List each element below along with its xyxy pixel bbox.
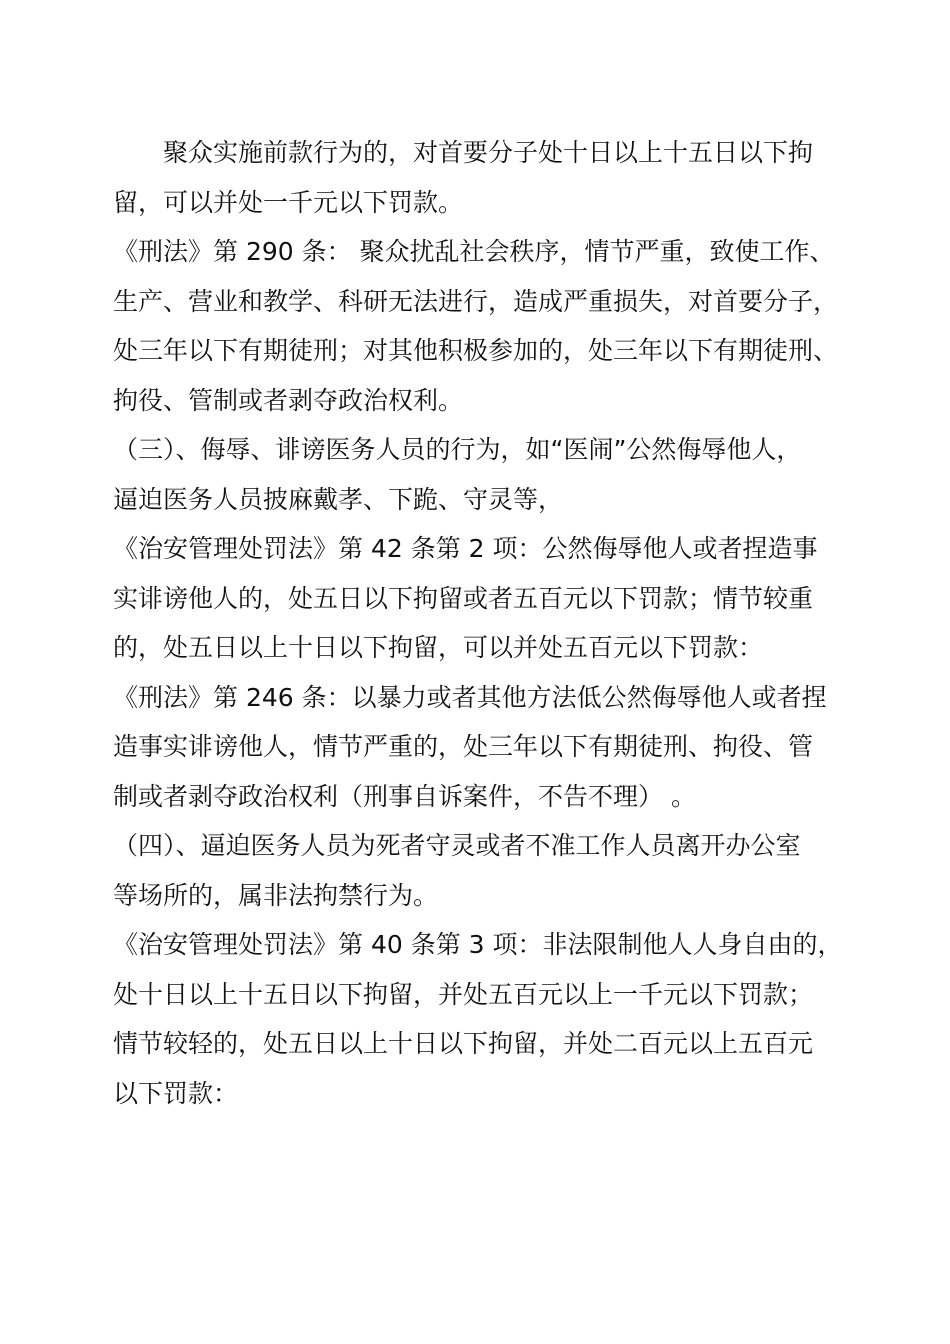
- text-line: 《治安管理处罚法》第 42 条第 2 项：公然侮辱他人或者捏造事: [113, 534, 818, 563]
- text-line: 生产、营业和教学、科研无法进行，造成严重损失，对首要分子，: [113, 286, 839, 316]
- text-line: 造事实诽谤他人，情节严重的，处三年以下有期徒刑、拘役、管: [113, 732, 814, 761]
- document-body: [113, 128, 843, 1118]
- text-line: 留，可以并处一千元以下罚款。: [113, 187, 464, 217]
- text-line: 《刑法》第 290 条： 聚众扰乱社会秩序，情节严重，致使工作、: [113, 237, 835, 266]
- text-line: 的，处五日以上十日以下拘留，可以并处五百元以下罚款：: [113, 633, 764, 662]
- text-line: 《治安管理处罚法》第 40 条第 3 项：非法限制他人人身自由的，: [113, 930, 843, 959]
- text-line: 以下罚款：: [113, 1078, 239, 1108]
- text-line: （三）、侮辱、诽谤医务人员的行为，如“医闹”公然侮辱他人，: [113, 435, 802, 464]
- text-line: 处十日以上十五日以下拘留，并处五百元以上一千元以下罚款；: [113, 979, 814, 1009]
- text-line: 制或者剥夺政治权利（刑事自诉案件，不告不理） 。: [113, 781, 696, 811]
- text-line: 《刑法》第 246 条：以暴力或者其他方法低公然侮辱他人或者捏: [113, 682, 827, 712]
- text-line: 处三年以下有期徒刑；对其他积极参加的，处三年以下有期徒刑、: [113, 336, 839, 365]
- text-line: 实诽谤他人的，处五日以下拘留或者五百元以下罚款；情节较重: [113, 583, 814, 613]
- text-line: （四）、逼迫医务人员为死者守灵或者不准工作人员离开办公室: [113, 831, 801, 860]
- text-line: 拘役、管制或者剥夺政治权利。: [113, 385, 464, 415]
- text-line: 逼迫医务人员披麻戴孝、下跪、守灵等，: [113, 484, 564, 514]
- text-line: 等场所的，属非法拘禁行为。: [113, 880, 439, 910]
- text-line: 聚众实施前款行为的，对首要分子处十日以上十五日以下拘: [163, 138, 814, 167]
- text-line: 情节较轻的，处五日以上十日以下拘留，并处二百元以上五百元: [113, 1029, 814, 1058]
